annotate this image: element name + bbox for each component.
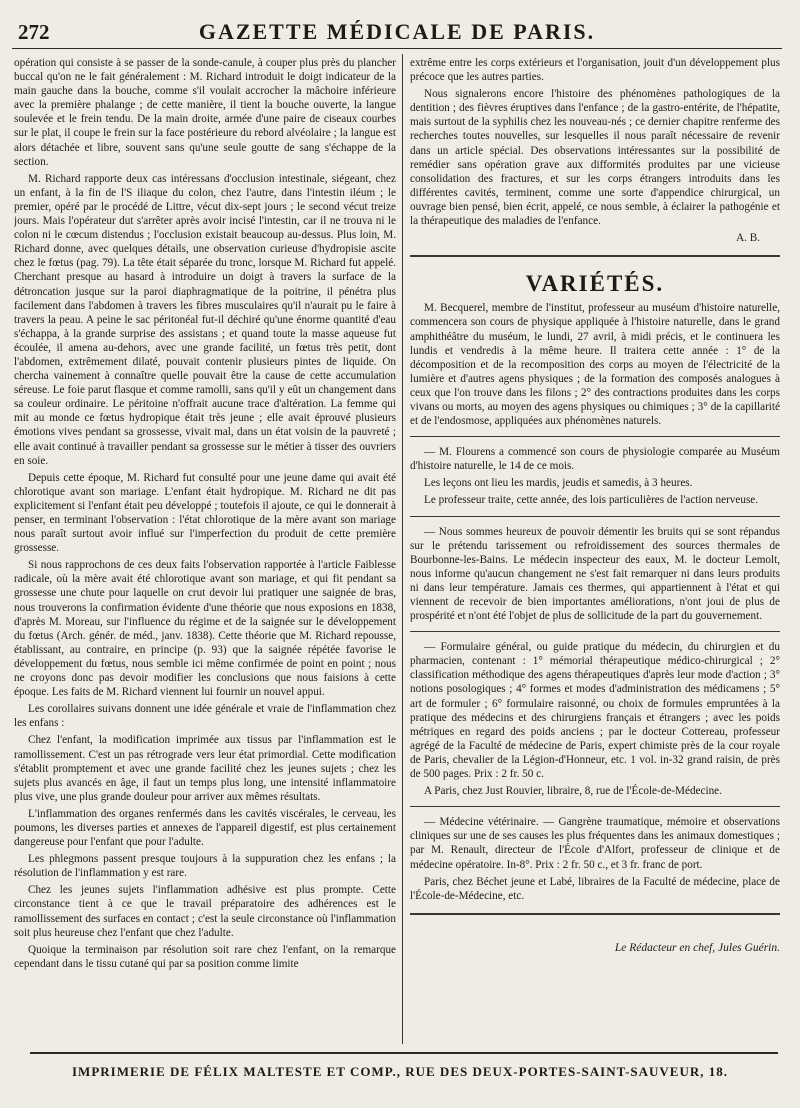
item-rule [410, 436, 780, 437]
section-rule [410, 255, 780, 257]
left-column [14, 56, 396, 1040]
paragraph: Les corollaires suivans donnent une idée générale et vraie de l'inflammation chez les enfans : [14, 703, 396, 730]
editor-signature: Le Rédacteur en chef, Jules Guérin. [614, 941, 780, 954]
footer-rule [30, 1052, 778, 1054]
paragraph: Si nous rapprochons de ces deux faits l'observation rapportée à l'article Faiblesse radicale, où la mère avait été chlorotique avant son mariage, et qui fit pendant sa grossesse une chute pour laquelle on crut devoir lui pratiquer une saignée de bras, nous trouverons la confirmation évidente d'une théorie que nous exposions en 1838, d'après M. Moreau, sur l'influence du régime et de la saignée sur le développement du fœtus (Arch. génér. de méd., janv. 1838). Cette théorie que M. Richard repousse, établissant, au contraire, en principe (p. 93) que la saignée répétée favorise le développement du fœtus, nous semble ici même confirmée de point en point ; nous ne croyons donc pas devoir modifier les conclusions que nous faisions à cette époque. Les faits de M. Richard viennent lui fournir un nouvel appui. [14, 559, 396, 699]
paragraph: M. Becquerel, membre de l'institut, professeur au muséum d'histoire naturelle, commencera son cours de physique appliquée à l'histoire naturelle, dans le grand amphithéâtre du muséum, le lundi, 27 avril, à midi précis, et le continuera les lundis et vendredis à la même heure. Il traitera cette année : 1° de la décomposition et de la recomposition des corps au moyen de l'électricité de la lumière et d'autres agens physiques ; de la formation des composés analogues à ceux que l'on trouve dans les filons ; 2° des contractions produites dans les corps vivans ou morts, au moyen des agens physiques ou chimiques ; 3° de la capillarité et de l'endosmose, appliquées aux phénomènes naturels. [410, 302, 780, 428]
paragraph: Le professeur traite, cette année, des lois particulières de l'action nerveuse. [424, 494, 759, 507]
section-rule [410, 913, 780, 915]
item-rule [410, 631, 780, 632]
paragraph: — Médecine vétérinaire. — Gangrène traumatique, mémoire et observations cliniques sur une de ses causes les plus fréquentes dans les animaux domestiques ; par M. Renault, directeur de l'École d'Alfort, professeur de clinique et de médecine opératoire. In-8°. Prix : 2 fr. 50 c., et 3 fr. franc de port. [410, 816, 780, 871]
paragraph: — M. Flourens a commencé son cours de physiologie comparée au Muséum d'histoire naturelle, le 14 de ce mois. [410, 446, 780, 473]
paragraph: Chez l'enfant, la modification imprimée aux tissus par l'inflammation est le ramollissement. C'est un pas rétrograde vers leur état primordial. Cette modification s'établit promptement et avec une grande facilité chez les jeunes sujets ; chez les sujets plus avancés en âge, il faut un temps plus long, une intensité inflammatoire plus vive, une plus grande douleur pour arriver aux mêmes résultats. [14, 734, 396, 803]
paragraph: Les phlegmons passent presque toujours à la suppuration chez les enfans ; la résolution de l'inflammation y est rare. [14, 853, 396, 880]
right-column [410, 56, 780, 1040]
column-divider [402, 54, 403, 1044]
paragraph: Quoique la terminaison par résolution soit rare chez l'enfant, on la remarque cependant dans le tissu cutané qui par sa position comme limite [14, 943, 396, 970]
item-rule [410, 806, 780, 807]
paragraph: — Nous sommes heureux de pouvoir démentir les bruits qui se sont répandus sur le prétendu tarissement ou refroidissement des sources thermales de Bourbonne-les-Bains. Le médecin inspecteur des eaux, M. le docteur Lemolt, nous informe qu'aucun changement ne s'est fait remarquer ni dans leurs produits ni dans leur température. Jamais ces thermes, qui appartiennent à l'état et qui viennent de recevoir de bien importantes améliorations, n'ont joui de plus de prospérité et n'ont été l'objet de plus de sollicitude de la part du gouvernement. [410, 525, 780, 623]
printer-imprint: IMPRIMERIE DE FÉLIX MALTESTE ET COMP., RUE DES DEUX-PORTES-SAINT-SAUVEUR, 18. [72, 1064, 728, 1079]
paragraph: — Formulaire général, ou guide pratique du médecin, du chirurgien et du pharmacien, contenant : 1° mémorial thérapeutique médico-chirurgical ; 2° classification méthodique des agens thérapeutiques d'après leur mode d'action ; 3° notions posologiques ; 4° formes et modes d'administration des médicamens ; 5° art de formuler ; 6° formulaire raisonné, ou choix de formules empruntées à la pratique des médecins et des chirurgiens français et étrangers ; avec les poids métriques en regard des poids anciens ; par le docteur Cottereau, professeur agrégé de la Faculté de médecine de Paris, expert chimiste près de la cour royale de Paris, chevalier de la Légion-d'Honneur, etc. 1 vol. in-32 grand raisin, de près de 500 pages. Prix : 2 fr. 50 c. [410, 641, 780, 781]
paragraph: L'inflammation des organes renfermés dans les cavités viscérales, le cerveau, les poumons, les diverses parties et annexes de l'appareil digestif, est plus certainement dangereuse pour l'enfant que pour l'adulte. [14, 807, 396, 849]
paragraph: Les leçons ont lieu les mardis, jeudis et samedis, à 3 heures. [424, 477, 693, 490]
paragraph: opération qui consiste à se passer de la sonde-canule, à couper plus près du plancher buccal qu'on ne le fait généralement : M. Richard introduit le doigt indicateur de la main gauche dans la bouche, comme s'il voulait accrocher la mâchoire inférieure avec la première phalange ; de cette manière, il tient la bouche ouverte, la langue soulevée et le frein tendu. De la main droite, armée d'une paire de ciseaux courbes sur le plat, il coupe le frein sur la face postérieure du rebord alvéolaire ; la langue est alors détachée et libre, souvent sans qu'une seule goutte de sang s'échappe de la section. [14, 57, 396, 168]
page-header [12, 14, 782, 49]
paragraph: M. Richard rapporte deux cas intéressans d'occlusion intestinale, siégeant, chez un enfant, à la fin de l'S iliaque du colon, chez l'autre, dans l'intestin iléum ; le premier, opéré par le procédé de Littre, vécut dix-sept jours ; le second vécut treize jours. Mais l'opérateur dut s'arrêter après avoir incisé l'intestin, car il ne trouva ni le colon ni le cœcum distendus ; l'occlusion existait beaucoup au-dessus. Plus loin, M. Richard donne, avec quelques détails, une observation curieuse d'hydropisie ascite chez le fœtus (pag. 79). La tête était séparée du tronc, lorsque M. Richard fut appelé. Cherchant presque au hasard à introduire un doigt à travers la surface de la détroncation jusque sur la paroi diaphragmatique de la poitrine, il pénétra plus facilement dans l'abdomen à travers les fibres musculaires qu'il n'aurait pu le faire à travers la peau. A peine le sac péritonéal fut-il déchiré qu'une énorme quantité d'eau s'échappa, à la grande surprise des assistans ; et quand toute la masse aqueuse fut écoulée, il amena au-dehors, avec une grande facilité, un fœtus très petit, dont l'abdomen, extrêmement dilaté, pouvait contenir plusieurs pintes de liquide. On chercha vainement à connaître quelle pouvait être la cause de cette accumulation séreuse. Le foie parut flasque et comme ramolli, sans qu'il y eût un changement dans sa couleur ordinaire. Le péritoine n'offrait aucune trace d'altération. La femme qui mit au monde ce fœtus hydropique était très jeune ; elle avait éprouvé plusieurs émotions vives pendant sa grossesse, vivait mal, dans un état voisin de la pauvreté ; elle avait continué à travailler pendant sa grossesse sur le métier à tisser des ouvriers en soie. [14, 172, 396, 467]
masthead-title: GAZETTE MÉDICALE DE PARIS. [198, 19, 596, 44]
paragraph: Depuis cette époque, M. Richard fut consulté pour une jeune dame qui avait été chlorotique avant son mariage. L'enfant était hydropique. M. Richard ne dit pas explicitement si l'enfant était peu développé ; toutefois il ajoute, ce qui le donnerait à penser, en terminant l'observation : l'état chlorotique de la mère avant son mariage nous paraît surtout avoir influé sur l'imperfection du produit de cette première grossesse. [14, 471, 396, 555]
paragraph: Paris, chez Béchet jeune et Labé, libraires de la Faculté de médecine, place de l'École-de-Médecine, etc. [410, 875, 780, 902]
paragraph: Chez les jeunes sujets l'inflammation adhésive est plus prompte. Cette circonstance tient à ce que le travail préparatoire des adhérences est le ramollissement des surfaces en contact ; c'est la seule circonstance où l'inflammation soit plus heureuse chez l'enfant que chez l'adulte. [14, 884, 396, 939]
page-number: 272 [18, 20, 50, 44]
paragraph: A Paris, chez Just Rouvier, libraire, 8, rue de l'École-de-Médecine. [424, 785, 722, 798]
item-rule [410, 516, 780, 517]
review-signature: A. B. [736, 232, 760, 245]
section-heading: VARIÉTÉS. [525, 271, 665, 297]
paragraph: extrême entre les corps extérieurs et l'organisation, jouit d'un développement plus précoce que les autres parties. [410, 57, 780, 84]
paragraph: Nous signalerons encore l'histoire des phénomènes pathologiques de la dentition ; des fièvres éruptives dans l'enfance ; de la gastro-entérite, de l'hépatite, mais surtout de la syphilis chez les nouveau-nés ; ce dernier chapitre renferme des recherches toutes nouvelles, sur lesquelles il nous paraît nécessaire de revenir dans un article spécial. Des observations intéressantes sur la possibilité de remédier sans opération grave aux difformités produites par une vicieuse consolidation des fractures, et sur les corps étrangers introduits dans les différentes cavités, terminent, comme une sorte d'appendice chirurgical, un ouvrage bien pensé, bien écrit, appelé, ce nous semble, à éclairer la pathogénie et la thérapeutique des maladies de l'enfance. [410, 88, 780, 228]
